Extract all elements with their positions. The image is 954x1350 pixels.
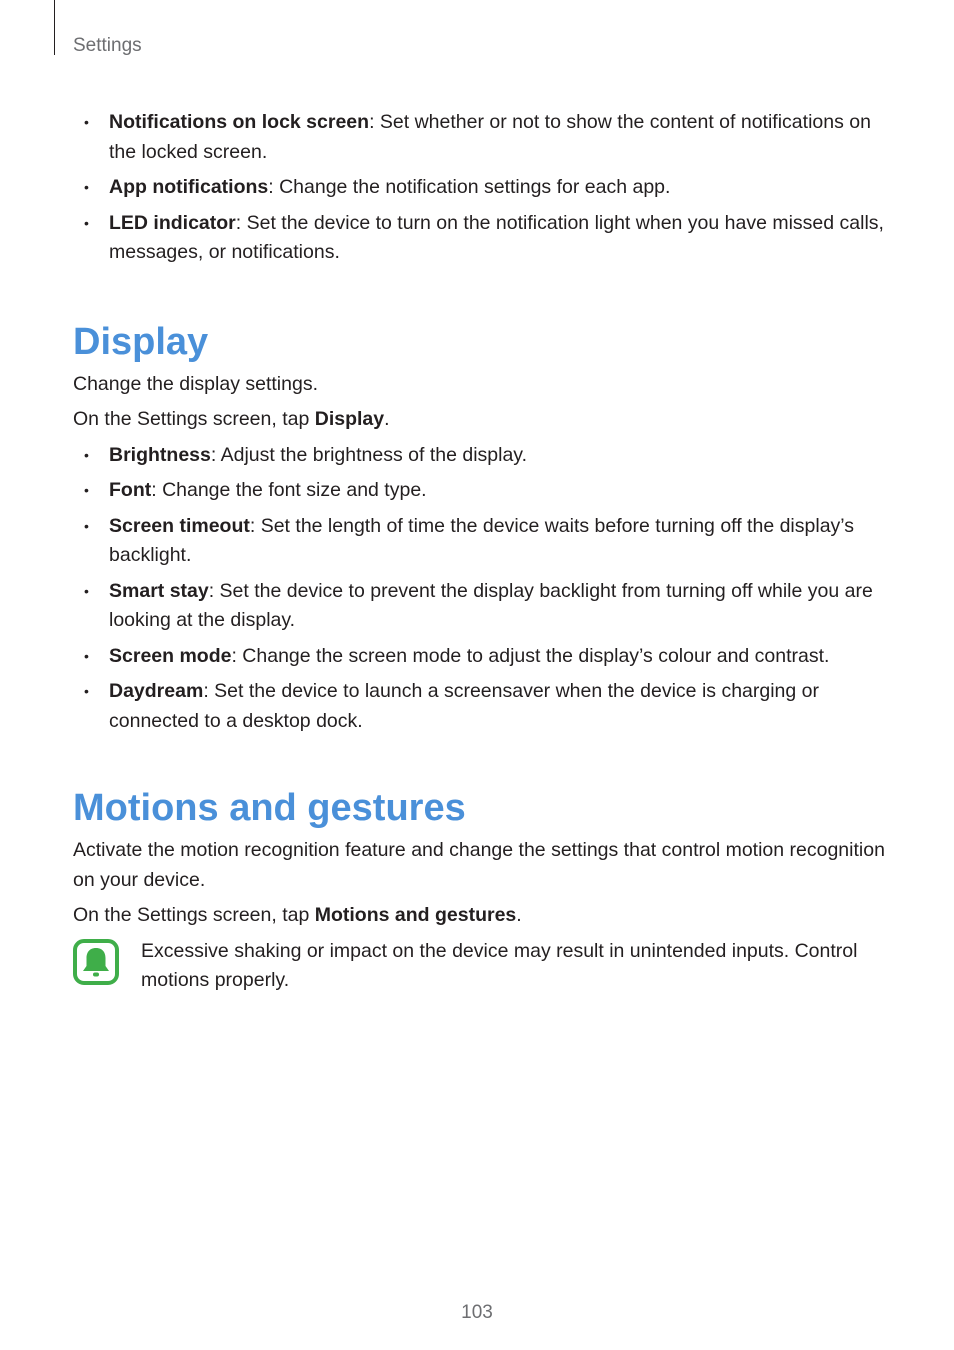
- bell-icon: [73, 939, 119, 985]
- page-number: 103: [461, 1302, 493, 1323]
- running-header: Settings: [73, 35, 142, 56]
- list-item: • Brightness: Adjust the brightness of the display.: [84, 443, 528, 466]
- motions-intro: Activate the motion recognition feature and change the settings that control motion recognition on your device.: [73, 839, 885, 891]
- header-rule: [54, 0, 55, 55]
- list-item: • Font: Change the font size and type.: [84, 479, 427, 501]
- list-item: • LED indicator: Set the device to turn on the notification light when you have missed calls, messages, or notifications.: [84, 211, 884, 263]
- display-intro: Change the display settings.: [73, 372, 318, 395]
- motions-instruction: On the Settings screen, tap Motions and gestures.: [73, 904, 522, 926]
- list-item: • Notifications on lock screen: Set whether or not to show the content of notifications on the locked screen.: [84, 111, 871, 163]
- caution-text: Excessive shaking or impact on the device may result in unintended inputs. Control motions properly.: [141, 939, 858, 991]
- list-item: • App notifications: Change the notification settings for each app.: [84, 176, 671, 198]
- list-item: • Smart stay: Set the device to prevent the display backlight from turning off while you are looking at the display.: [84, 579, 873, 631]
- list-item: • Screen mode: Change the screen mode to adjust the display’s colour and contrast.: [84, 644, 830, 667]
- notification-options-list: [73, 108, 888, 268]
- display-options-list: [73, 441, 888, 737]
- list-item: • Screen timeout: Set the length of time the device waits before turning off the display’s backlight.: [84, 514, 855, 566]
- motions-heading: Motions and gestures: [73, 787, 466, 829]
- page-content: [73, 108, 888, 996]
- display-heading: Display: [73, 320, 209, 363]
- caution-note: [73, 937, 888, 996]
- display-instruction: On the Settings screen, tap Display.: [73, 408, 390, 430]
- list-item: • Daydream: Set the device to launch a screensaver when the device is charging or connected to a desktop dock.: [84, 680, 820, 732]
